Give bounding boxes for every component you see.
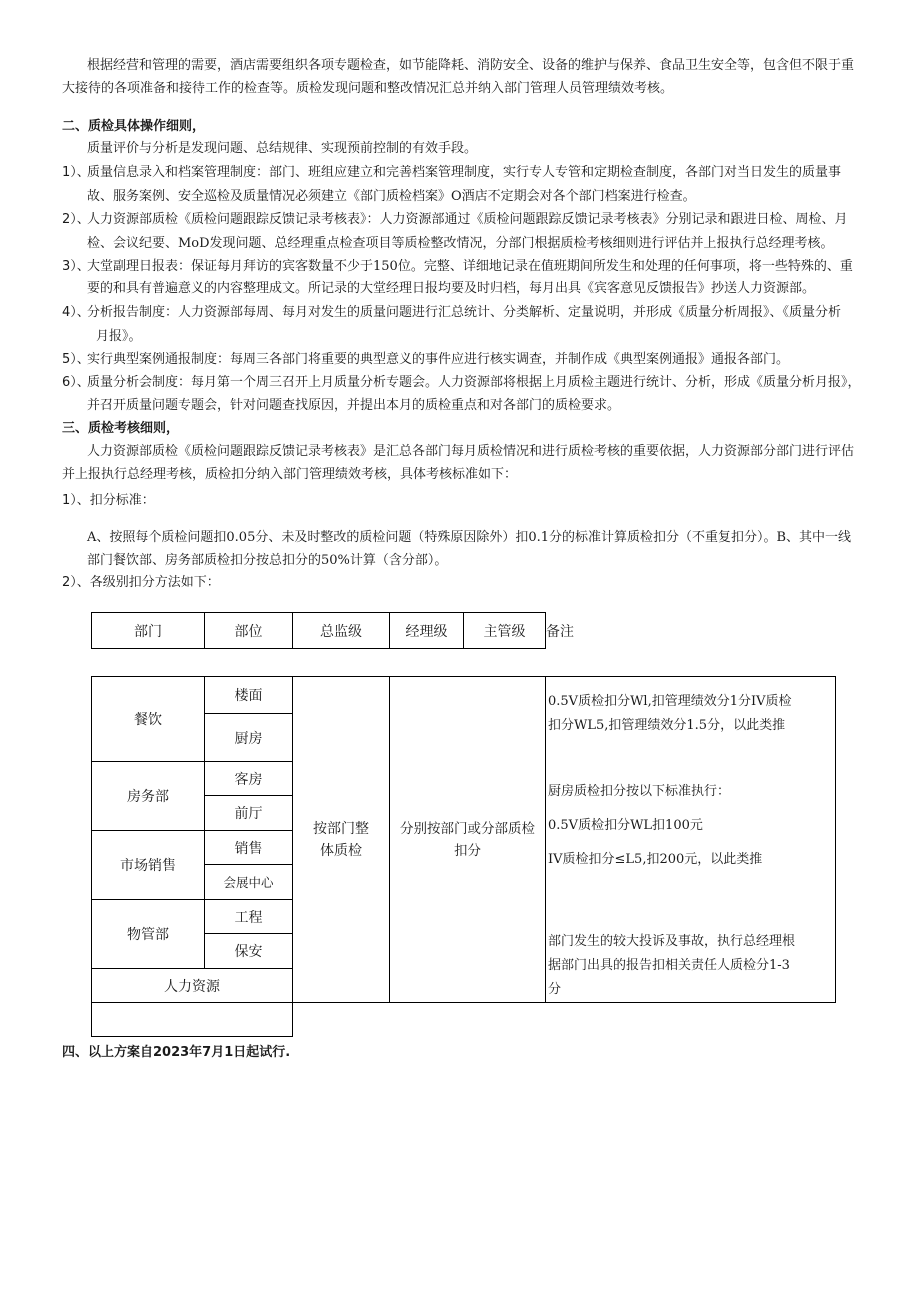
item-text: 要的和具有普遍意义的内容整理成文。所记录的大堂经理日报均要及时归档，每月出具《宾客意见反馈报告》抄送人力资源部。	[87, 281, 816, 296]
note-line: 扣分WL5,扣管理绩效分1.5分，以此类推	[548, 718, 786, 733]
dept-cell: 市场销售	[92, 831, 205, 900]
item-text: 检、会议纪要、MoD发现问题、总经理重点检查项目等质检整改情况，分部门根据质检考核细则进行评估并上报执行总经理考核。	[87, 236, 834, 251]
note-line: 据部门出具的报告扣相关责任人质检分1-3	[548, 958, 790, 973]
manager-level-text: 分别按部门或分部质检	[400, 820, 535, 837]
header-cell: 部位	[205, 613, 293, 649]
header-cell: 备注	[546, 613, 836, 649]
header-table	[91, 612, 836, 649]
part-cell: 会展中心	[205, 865, 293, 900]
item-number: 3）、	[62, 259, 90, 274]
deduction-rule: 部门餐饮部、房务部质检扣分按总扣分的50%计算（含分部）。	[87, 553, 448, 568]
note-line: 0.5V质检扣分Wl,扣管理绩效分1分IV质检	[548, 694, 792, 709]
item-text: 质量分析会制度：每月第一个周三召开上月质量分析专题会。人力资源部将根据上月质检主题进行统计、分析，形成《质量分析月报》，	[87, 375, 861, 390]
director-level-text: 按部门整	[313, 820, 369, 837]
item-number: 1）、	[62, 165, 90, 180]
item-number: 4）、	[62, 305, 90, 320]
item-text: 实行典型案例通报制度：每周三各部门将重要的典型意义的事件应进行核实调查，并制作成《典型案例通报》通报各部门。	[87, 352, 790, 367]
manager-level-cell	[390, 677, 546, 1003]
header-cell: 主管级	[464, 613, 546, 649]
item-text: 并召开质量问题专题会，针对问题查找原因，并提出本月的质检重点和对各部门的质检要求。	[87, 398, 621, 413]
deduction-rule: A、按照每个质检问题扣0.05分、未及时整改的质检问题（特殊原因除外）扣0.1分的标准计算质检扣分（不重复扣分）。B、其中一线	[87, 530, 852, 545]
intro-line-1: 根据经营和管理的需要，酒店需要组织各项专题检查，如节能降耗、消防安全、设备的维护与保养、食品卫生安全等，包含但不限于重	[87, 58, 855, 73]
item-number: 2）、	[62, 212, 90, 227]
director-level-text: 体质检	[320, 842, 362, 859]
note-line: 厨房质检扣分按以下标准执行：	[548, 784, 731, 799]
part-cell: 客房	[205, 762, 293, 796]
section-3-lead: 人力资源部质检《质检问题跟踪反馈记录考核表》是汇总各部门每月质检情况和进行质检考核的重要依据，人力资源部分部门进行评估	[87, 444, 855, 459]
header-cell: 总监级	[293, 613, 390, 649]
part-cell: 楼面	[205, 677, 293, 714]
intro-line-2: 大接待的各项准备和接待工作的检查等。质检发现问题和整改情况汇总并纳入部门管理人员管理绩效考核。	[62, 81, 674, 96]
section-2-lead: 质量评价与分析是发现问题、总结规律、实现预前控制的有效手段。	[87, 141, 478, 156]
item-text: 大堂副理日报表：保证每月拜访的宾客数量不少于150位。完整、详细地记录在值班期间所发生和处理的任何事项，将一些特殊的、重	[87, 259, 853, 274]
part-cell: 前厅	[205, 796, 293, 831]
part-cell: 厨房	[205, 714, 293, 762]
section-3-heading: 三、质检考核细则，	[62, 421, 180, 436]
note-line: 部门发生的较大投诉及事故，执行总经理根	[548, 934, 796, 949]
note-line: IV质检扣分≤L5,扣200元，以此类推	[548, 852, 763, 867]
item-text: 月报》。	[96, 329, 142, 344]
dept-cell: 房务部	[92, 762, 205, 831]
note-line: 分	[548, 982, 562, 997]
section-2-heading: 二、质检具体操作细则，	[62, 119, 206, 134]
dept-cell: 物管部	[92, 900, 205, 969]
part-cell: 销售	[205, 831, 293, 865]
item-text: 人力资源部质检《质检问题跟踪反馈记录考核表》：人力资源部通过《质检问题跟踪反馈记录考核表》分别记录和跟进日检、周检、月	[87, 212, 848, 227]
note-line: 0.5V质检扣分WL扣100元	[548, 818, 703, 833]
item-text: 分析报告制度：人力资源部每周、每月对发生的质量问题进行汇总统计、分类解析、定量说明，并形成《质量分析周报》、《质量分析	[87, 305, 842, 320]
item-2-heading: 2）、各级别扣分方法如下：	[62, 575, 220, 590]
notes-cell	[546, 677, 836, 1003]
item-text: 故、服务案例、安全巡检及质量情况必须建立《部门质检档案》O酒店不定期会对各个部门档案进行检查。	[87, 189, 696, 204]
director-level-cell	[293, 677, 390, 1003]
deduction-table	[91, 676, 836, 1037]
part-cell: 工程	[205, 900, 293, 934]
effective-date-statement: 四、以上方案自2023年7月1日起试行.	[62, 1045, 291, 1060]
item-1-heading: 1）、扣分标准：	[62, 493, 155, 508]
item-text: 质量信息录入和档案管理制度：部门、班组应建立和完善档案管理制度，实行专人专管和定期检查制度，各部门对当日发生的质量事	[87, 165, 842, 180]
manager-level-text: 扣分	[454, 842, 481, 859]
dept-cell: 餐饮	[92, 677, 205, 762]
part-cell: 保安	[205, 934, 293, 969]
header-cell: 经理级	[390, 613, 464, 649]
item-number: 5）、	[62, 352, 90, 367]
item-number: 6）、	[62, 375, 90, 390]
header-cell: 部门	[92, 613, 205, 649]
section-3-lead: 并上报执行总经理考核，质检扣分纳入部门管理绩效考核，具体考核标准如下：	[62, 467, 518, 482]
empty-cell	[92, 1003, 293, 1037]
dept-cell: 人力资源	[92, 969, 293, 1003]
